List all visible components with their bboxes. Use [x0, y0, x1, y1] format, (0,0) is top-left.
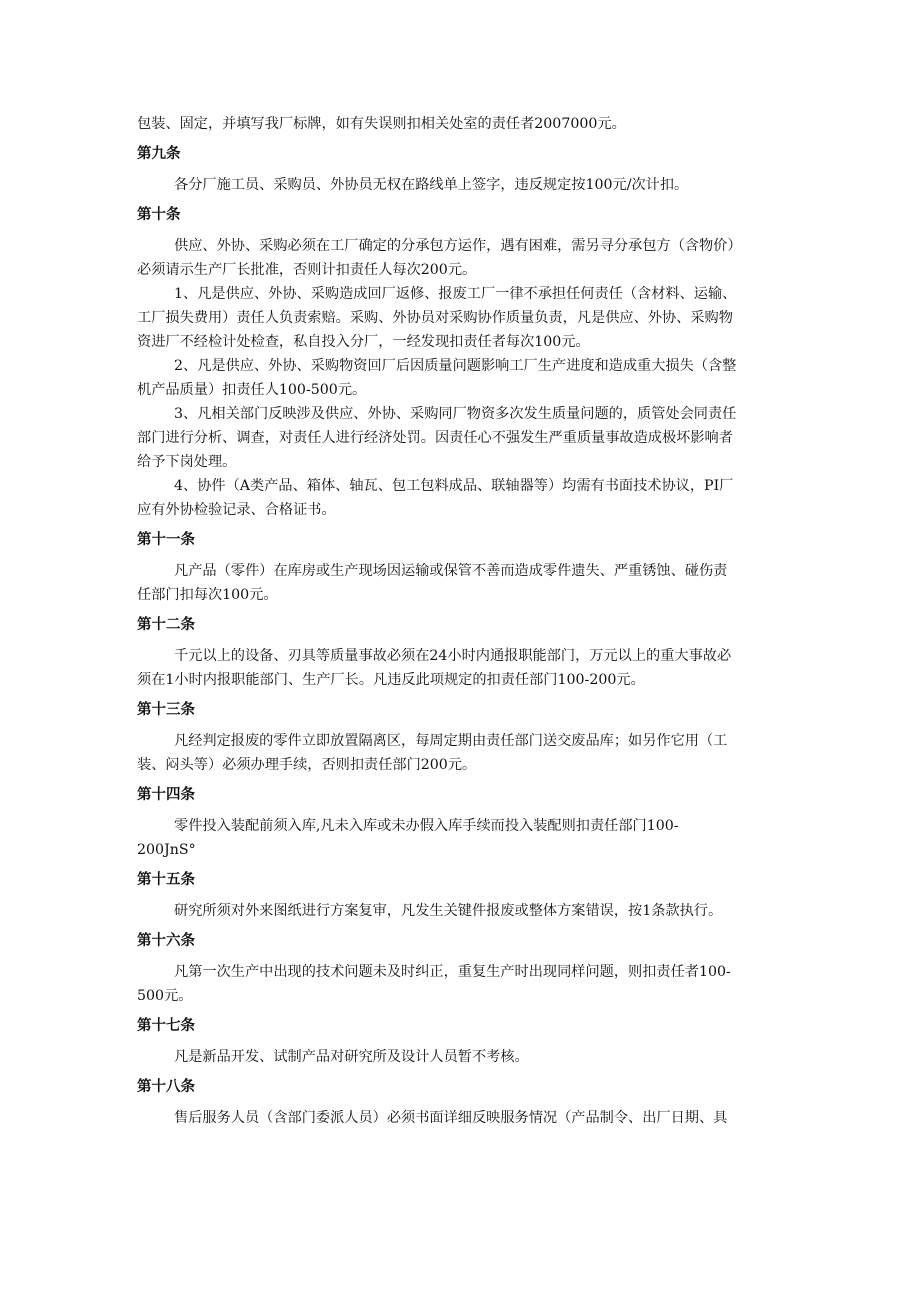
paragraph-line: 零件投入装配前须入库,凡未入库或未办假入库手续而投入装配则扣责任部门100-: [174, 818, 679, 834]
paragraph-line: 200JnS°: [137, 842, 196, 858]
article-paragraph: [137, 1106, 787, 1130]
article-heading: 第十四条: [137, 787, 195, 803]
article-heading: 第十八条: [137, 1079, 195, 1095]
article-paragraph: [137, 402, 787, 474]
document-page: [137, 112, 787, 1130]
paragraph-line: 1、凡是供应、外协、采购造成回厂返修、报废工厂一律不承担任何责任（含材料、运输、: [174, 286, 737, 302]
article-heading: 第十条: [137, 207, 181, 223]
article-paragraph: [137, 234, 787, 282]
paragraph-line: 须在1小时内报职能部门、生产厂长。凡违反此项规定的扣责任部门100-200元。: [137, 672, 645, 688]
paragraph-line: 凡经判定报废的零件立即放置隔离区，每周定期由责任部门送交废品库；如另作它用（工: [174, 733, 728, 749]
paragraph-line: 工厂损失费用）责任人负责索赔。采购、外协员对采购协作质量负责，凡是供应、外协、采购物: [137, 310, 733, 326]
paragraph-line: 2、凡是供应、外协、采购物资回厂后因质量问题影响工厂生产进度和造成重大损失（含整: [174, 358, 737, 374]
paragraph-line: 资进厂不经检计处检查，私自投入分厂，一经发现扣责任者每次100元。: [137, 334, 590, 350]
article-paragraph: [137, 282, 787, 354]
paragraph-line: 500元。: [137, 988, 193, 1004]
paragraph-line: 研究所须对外来图纸进行方案复审，凡发生关键件报废或整体方案错误，按1条款执行。: [174, 903, 723, 919]
article-heading: 第十七条: [137, 1018, 195, 1034]
paragraph-line: 各分厂施工员、采购员、外协员无权在路线单上签字，违反规定按100元/次计扣。: [174, 177, 689, 193]
paragraph-line: 3、凡相关部门反映涉及供应、外协、采购同厂物资多次发生质量问题的，质管处会同责任: [174, 406, 737, 422]
paragraph-line: 部门进行分析、调查，对责任人进行经济处罚。因责任心不强发生严重质量事故造成极坏影响者: [137, 430, 733, 446]
paragraph-line: 应有外协检验记录、合格证书。: [137, 502, 336, 518]
paragraph-line: 千元以上的设备、刃具等质量事故必须在24小时内通报职能部门，万元以上的重大事故必: [174, 648, 732, 664]
paragraph-line: 凡是新品开发、试制产品对研究所及设计人员暂不考核。: [174, 1049, 529, 1065]
paragraph-line: 必须请示生产厂长批准，否则计扣责任人每次200元。: [137, 262, 477, 278]
articles-container: [137, 142, 787, 1130]
intro-line: 包装、固定，并填写我厂标牌，如有失误则扣相关处室的责任者2007000元。: [137, 116, 626, 132]
article-paragraph: [137, 354, 787, 402]
paragraph-line: 供应、外协、采购必须在工厂确定的分承包方运作，遇有困难，需另寻分承包方（含物价）: [174, 238, 742, 254]
article-paragraph: [137, 814, 787, 862]
article-paragraph: [137, 729, 787, 777]
paragraph-line: 任部门扣每次100元。: [137, 587, 278, 603]
paragraph-line: 凡产品（零件）在库房或生产现场因运输或保管不善而造成零件遗失、严重锈蚀、碰伤责: [174, 563, 728, 579]
article-heading: 第十五条: [137, 872, 195, 888]
article-heading: 第十二条: [137, 617, 195, 633]
article-paragraph: [137, 559, 787, 607]
paragraph-line: 4、协件（A类产品、箱体、轴瓦、包工包料成品、联轴器等）均需有书面技术协议，PI厂: [174, 478, 734, 494]
paragraph-line: 机产品质量）扣责任人100-500元。: [137, 382, 367, 398]
article-paragraph: [137, 474, 787, 522]
article-heading: 第九条: [137, 146, 181, 162]
paragraph-line: 给予下岗处理。: [137, 454, 237, 470]
article-heading: 第十三条: [137, 702, 195, 718]
article-paragraph: [137, 899, 787, 923]
paragraph-line: 售后服务人员（含部门委派人员）必须书面详细反映服务情况（产品制令、出厂日期、具: [174, 1110, 728, 1126]
article-heading: 第十一条: [137, 532, 195, 548]
article-heading: 第十六条: [137, 933, 195, 949]
article-paragraph: [137, 173, 787, 197]
article-paragraph: [137, 1045, 787, 1069]
article-paragraph: [137, 644, 787, 692]
article-paragraph: [137, 960, 787, 1008]
paragraph-line: 装、闷头等）必须办理手续，否则扣责任部门200元。: [137, 757, 477, 773]
paragraph-line: 凡第一次生产中出现的技术问题未及时纠正，重复生产时出现同样问题，则扣责任者100-: [174, 964, 731, 980]
